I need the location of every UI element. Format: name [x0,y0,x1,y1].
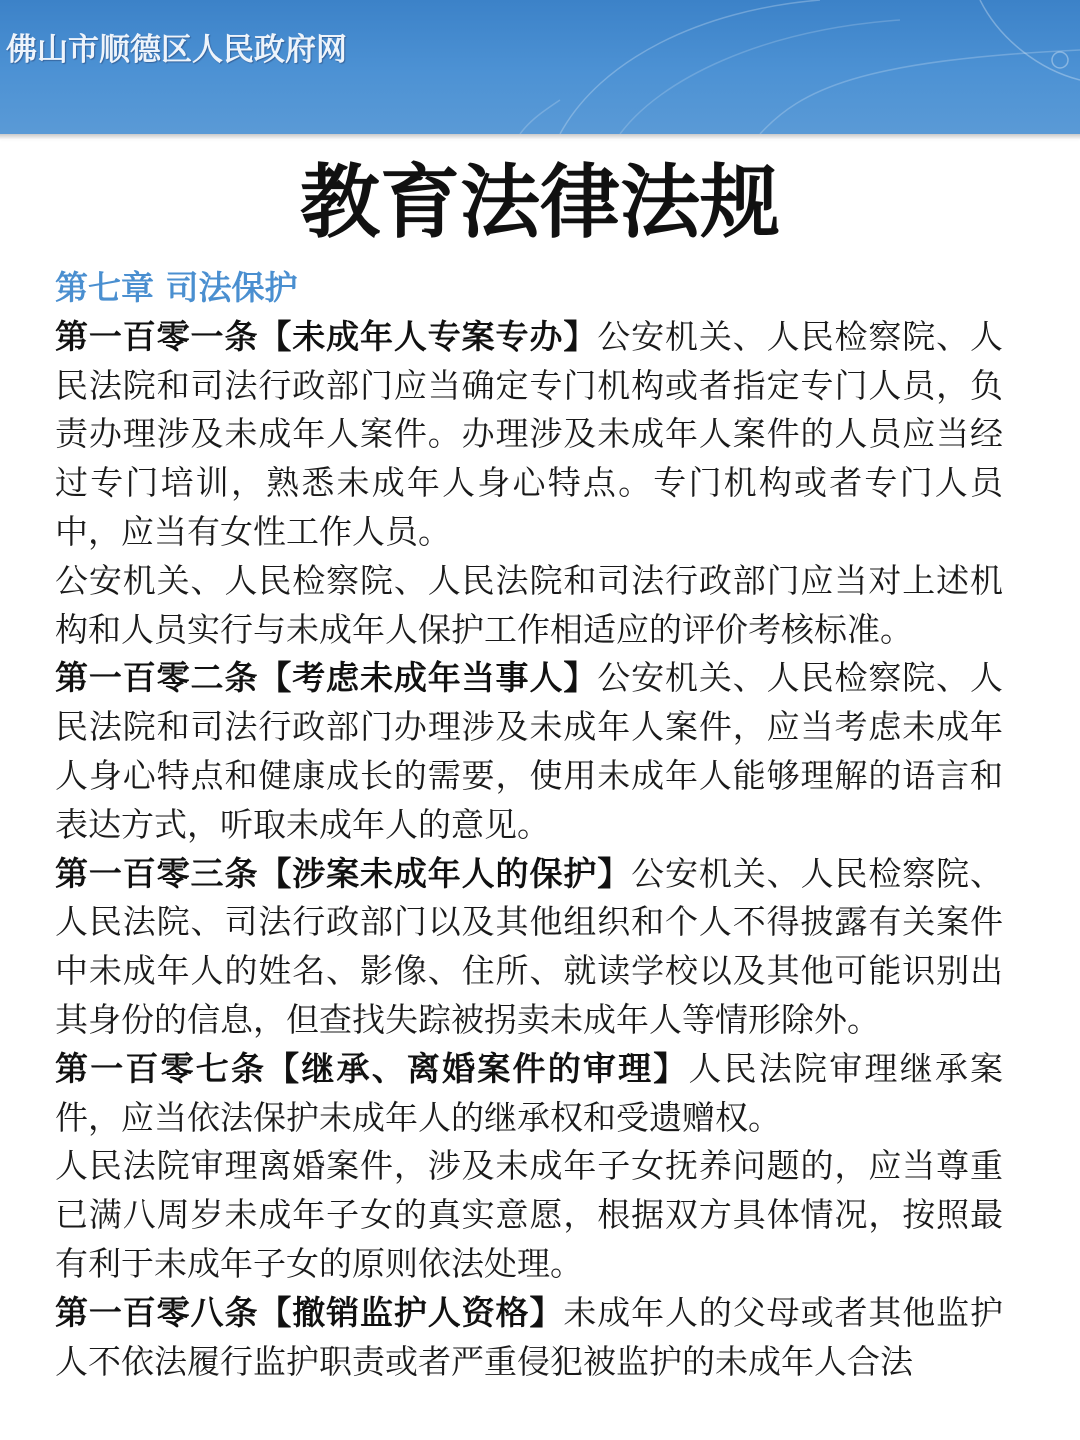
article-108-heading: 第一百零八条【撤销监护人资格】 [55,1292,564,1332]
chapter-heading: 第七章 司法保护 [55,268,298,307]
article-107-text-2: 人民法院审理离婚案件，涉及未成年子女抚养问题的，应当尊重已满八周岁未成年子女的真实意愿，根据双方具体情况，按照最有利于未成年子女的原则依法处理。 [55,1146,1003,1283]
article-103-heading: 第一百零三条【涉案未成年人的保护】 [55,853,632,893]
article-102-text: 公安机关、人民检察院、人民法院和司法行政部门办理涉及未成年人案件，应当考虑未成年人身心特点和健康成长的需要，使用未成年人能够理解的语言和表达方式，听取未成年人的意见。 [55,658,1004,844]
article-107-paragraph-2 [55,1142,1003,1288]
document-content [55,264,1003,1386]
article-108 [55,1289,1003,1387]
article-108-text: 未成年人的父母或者其他监护人不依法履行监护职责或者严重侵犯被监护的未成年人合法 [55,1292,1004,1381]
article-107 [55,1045,1003,1143]
article-101 [55,313,1003,557]
article-107-text: 人民法院审理继承案件，应当依法保护未成年人的继承权和受遗赠权。 [55,1048,1004,1137]
article-107-heading: 第一百零七条【继承、离婚案件的审理】 [55,1048,689,1088]
article-101-heading: 第一百零一条【未成年人专案专办】 [55,316,598,356]
article-101-text-2: 公安机关、人民检察院、人民法院和司法行政部门应当对上述机构和人员实行与未成年人保护工作相适应的评价考核标准。 [55,560,1003,649]
site-header [0,0,1080,134]
article-102-heading: 第一百零二条【考虑未成年当事人】 [55,658,598,698]
article-101-paragraph-2 [55,557,1003,655]
article-103 [55,850,1003,1045]
article-103-text: 公安机关、人民检察院、人民法院、司法行政部门以及其他组织和个人不得披露有关案件中未成年人的姓名、影像、住所、就读学校以及其他可能识别出其身份的信息，但查找失踪被拐卖未成年人等情形除外。 [55,853,1004,1039]
article-101-text: 公安机关、人民检察院、人民法院和司法行政部门应当确定专门机构或者指定专门人员，负责办理涉及未成年人案件。办理涉及未成年人案件的人员应当经过专门培训，熟悉未成年人身心特点。专门机构或者专门人员中，应当有女性工作人员。 [55,316,1004,551]
site-name[interactable]: 佛山市顺德区人民政府网 [6,32,347,68]
article-102 [55,654,1003,849]
document-title: 教育法律法规 [300,155,780,249]
header-shadow [0,134,1080,140]
